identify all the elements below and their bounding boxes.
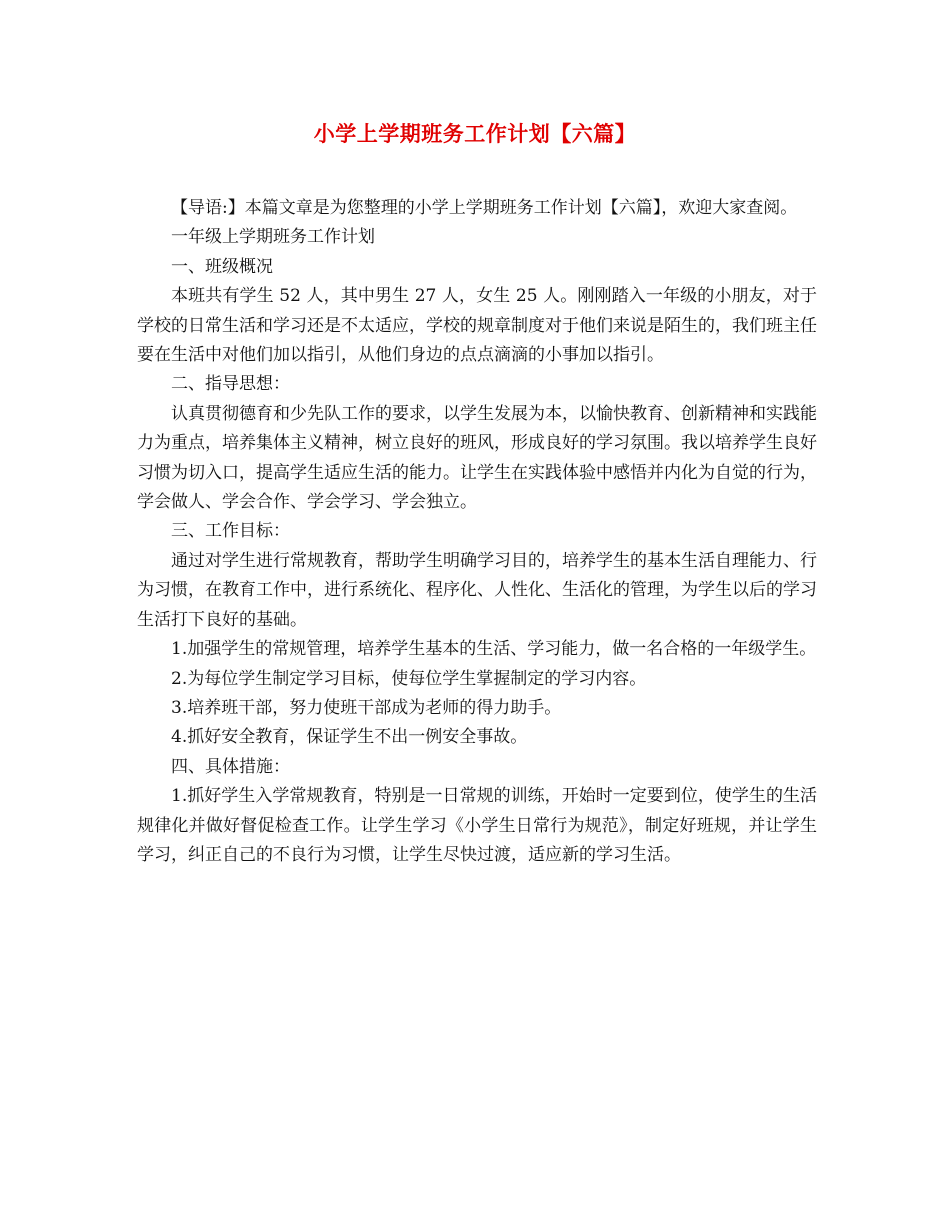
document-body bbox=[137, 194, 817, 870]
guiding-ideas-paragraph: 认真贯彻德育和少先队工作的要求，以学生发展为本，以愉快教育、创新精神和实践能力为重点，培养集体主义精神，树立良好的班风，形成良好的学习氛围。我以培养学生良好习惯为切入口，提高学生适应生活的能力。让学生在实践体验中感悟并内化为自觉的行为，学会做人、学会合作、学会学习、学会独立。 bbox=[137, 403, 817, 513]
measure-item-1: 1.抓好学生入学常规教育，特别是一日常规的训练，开始时一定要到位，使学生的生活规律化并做好督促检查工作。让学生学习《小学生日常行为规范》，制定好班规，并让学生学习，纠正自己的不良行为习惯，让学生尽快过渡，适应新的学习生活。 bbox=[137, 786, 817, 865]
work-goals-paragraph: 通过对学生进行常规教育，帮助学生明确学习目的，培养学生的基本生活自理能力、行为习惯，在教育工作中，进行系统化、程序化、人性化、生活化的管理，为学生以后的学习生活打下良好的基础。 bbox=[137, 550, 817, 630]
document-title: 小学上学期班务工作计划【六篇】 bbox=[313, 121, 637, 146]
intro-paragraph: 【导语:】本篇文章是为您整理的小学上学期班务工作计划【六篇】，欢迎大家查阅。 bbox=[171, 198, 798, 218]
section-heading-work-goals: 三、工作目标： bbox=[171, 521, 290, 542]
class-overview-paragraph: 本班共有学生 52 人，其中男生 27 人，女生 25 人。刚刚踏入一年级的小朋友，对于学校的日常生活和学习还是不太适应，学校的规章制度对于他们来说是陌生的，我们班主任要在生活中对他们加以指引，从他们身边的点点滴滴的小事加以指引。 bbox=[137, 286, 817, 366]
goal-item-1: 1.加强学生的常规管理，培养学生基本的生活、学习能力，做一名合格的一年级学生。 bbox=[171, 639, 817, 660]
section-heading-class-overview: 一、班级概况 bbox=[171, 256, 273, 277]
goal-item-3: 3.培养班干部，努力使班干部成为老师的得力助手。 bbox=[171, 697, 562, 718]
section-heading-guiding-ideas: 二、指导思想： bbox=[171, 374, 290, 395]
section-heading-grade-one: 一年级上学期班务工作计划 bbox=[171, 227, 375, 248]
section-heading-measures: 四、具体措施： bbox=[171, 756, 290, 777]
goal-item-4: 4.抓好安全教育，保证学生不出一例安全事故。 bbox=[171, 727, 528, 748]
goal-item-2: 2.为每位学生制定学习目标，使每位学生掌握制定的学习内容。 bbox=[171, 668, 647, 689]
